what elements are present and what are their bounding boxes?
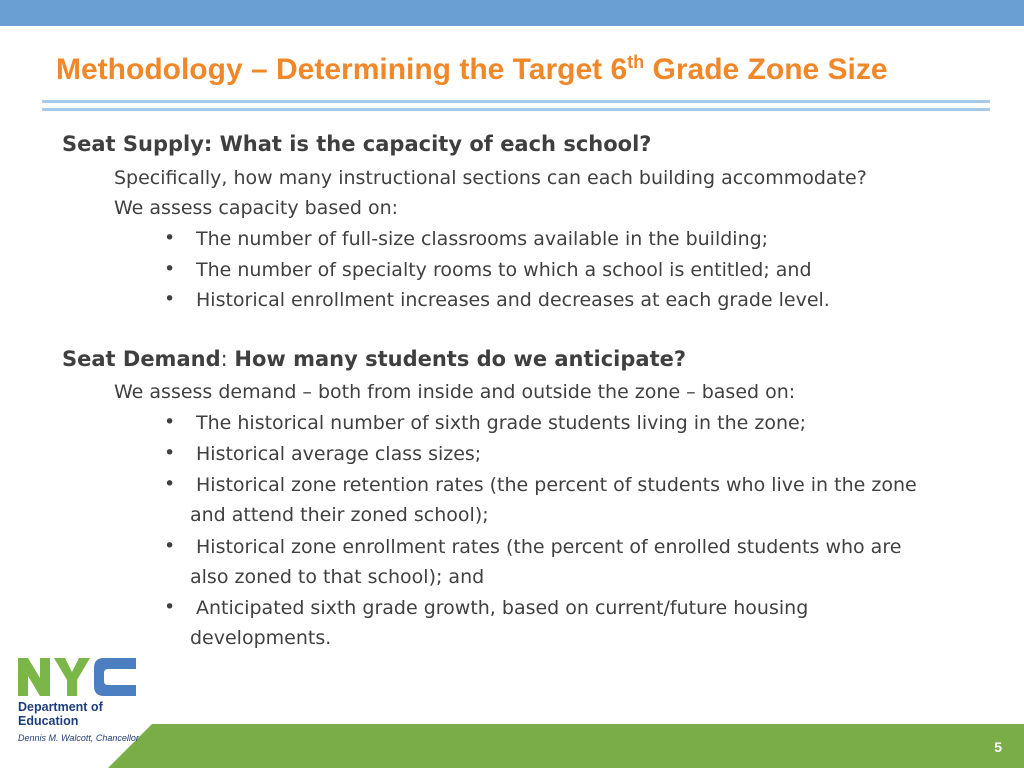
supply-bullet: The number of full-size classrooms available in the building;	[196, 228, 769, 250]
bullet-glyph: •	[164, 596, 176, 618]
demand-bullet: Historical zone enrollment rates (the percent of enrolled students who are	[196, 536, 902, 558]
demand-bullet-continuation: and attend their zoned school);	[190, 504, 489, 526]
nyc-doe-logo	[16, 656, 146, 746]
demand-bullet-continuation: developments.	[190, 627, 332, 649]
nyc-wordmark-icon	[16, 656, 140, 698]
page-number: 5	[994, 739, 1002, 755]
demand-bullet: Historical zone retention rates (the percent of students who live in the zone	[196, 474, 917, 496]
bullet-glyph: •	[164, 258, 176, 280]
footer-green-shape	[108, 724, 1024, 768]
title-end: Grade Zone Size	[644, 53, 888, 86]
demand-heading-label: Seat Demand	[62, 347, 221, 371]
bullet-glyph: •	[164, 411, 176, 433]
bullet-glyph: •	[164, 535, 176, 557]
title-superscript: th	[627, 52, 645, 72]
bullet-glyph: •	[164, 442, 176, 464]
title-main: Methodology – Determining the Target 6	[56, 53, 628, 86]
demand-heading-question: How many students do we anticipate?	[234, 347, 687, 371]
demand-heading	[62, 347, 686, 371]
supply-heading: Seat Supply: What is the capacity of each school?	[62, 132, 652, 156]
bullet-glyph: •	[164, 473, 176, 495]
footer-band	[0, 724, 1024, 768]
demand-bullet: Anticipated sixth grade growth, based on current/future housing	[196, 597, 809, 619]
logo-chancellor: Dennis M. Walcott, Chancellor	[18, 733, 139, 743]
bullet-glyph: •	[164, 227, 176, 249]
bullet-glyph: •	[164, 288, 176, 310]
demand-bullet-continuation: also zoned to that school); and	[190, 566, 485, 588]
demand-bullet: The historical number of sixth grade students living in the zone;	[196, 412, 807, 434]
supply-line: We assess capacity based on:	[114, 197, 399, 219]
supply-bullet: The number of specialty rooms to which a school is entitled; and	[196, 259, 812, 281]
demand-line: We assess demand – both from inside and outside the zone – based on:	[114, 381, 796, 403]
supply-line: Specifically, how many instructional sections can each building accommodate?	[114, 167, 867, 189]
demand-bullet: Historical average class sizes;	[196, 443, 482, 465]
demand-heading-colon: :	[220, 347, 235, 371]
logo-department: Department of Education	[18, 700, 103, 728]
supply-bullet: Historical enrollment increases and decreases at each grade level.	[196, 289, 830, 311]
